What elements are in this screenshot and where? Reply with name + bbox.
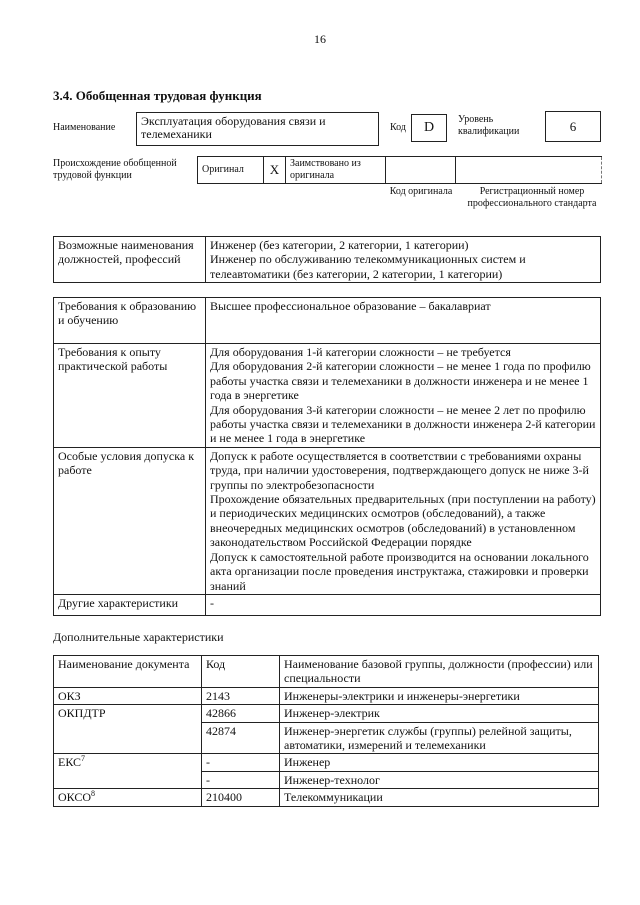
table-row: [54, 447, 601, 594]
doc-cell: [54, 754, 202, 789]
requirement-value: [206, 594, 601, 615]
borrowed-label: Заимствовано из оригинала: [286, 157, 386, 184]
original-code-caption: Код оригинала: [389, 186, 453, 197]
positions-label: Возможные наименования должностей, профессий: [54, 237, 206, 283]
table-row: [54, 344, 601, 448]
requirement-line: Допуск к самостоятельной работе производится на основании локального акта организации после проведения инструктажа, стажировки и проверки знаний: [210, 549, 589, 593]
origin-table: [197, 156, 602, 184]
name-cell: Инженер-технолог: [280, 771, 599, 788]
table-row: [54, 594, 601, 615]
code-cell: 210400: [202, 789, 280, 806]
position-line: Инженер по обслуживанию телекоммуникационных систем и телеавтоматики (без категории, 2 категории, 1 категории): [210, 252, 526, 281]
requirement-line: Для оборудования 3-й категории сложности – не менее 2 лет по профилю работы участка связи и телемеханики в должности инженера 2-й категории и не менее 1 года в энергетике: [210, 402, 596, 446]
requirement-line: Для оборудования 1-й категории сложности – не требуется: [210, 345, 511, 359]
doc-name: ОКСО: [58, 790, 92, 805]
name-cell: Телекоммуникации: [280, 789, 599, 806]
requirement-line: Для оборудования 2-й категории сложности – не менее 1 года по профилю работы участка связи и телемеханики в должности инженера и не менее 1 года в энергетике: [210, 359, 591, 403]
table-row: [54, 705, 599, 722]
name-cell: Инженер-энергетик службы (группы) релейной защиты, автоматики, измерений и телемеханики: [280, 722, 599, 754]
doc-cell: [54, 789, 202, 806]
name-label: Наименование: [53, 122, 116, 133]
function-name-value: Эксплуатация оборудования связи и телемеханики: [136, 112, 379, 146]
footnote-mark: 7: [81, 754, 86, 764]
requirement-line: -: [210, 595, 214, 610]
position-line: Инженер (без категории, 2 категории, 1 категории): [210, 238, 469, 252]
col-header-code: Код: [202, 656, 280, 688]
name-cell: Инженер: [280, 754, 599, 771]
extra-title: Дополнительные характеристики: [53, 630, 224, 644]
name-cell: Инженер-электрик: [280, 705, 599, 722]
registration-number-cell: [456, 157, 602, 184]
requirement-label: Другие характеристики: [54, 594, 206, 615]
requirement-value: [206, 447, 601, 594]
requirement-value: [206, 298, 601, 344]
requirement-label: Особые условия допуска к работе: [54, 447, 206, 594]
requirements-table: [53, 297, 601, 616]
positions-values: [206, 237, 601, 283]
page-number: 16: [314, 32, 326, 46]
code-cell: -: [202, 754, 280, 771]
table-row: [54, 298, 601, 344]
footnote-mark: 8: [91, 789, 96, 799]
table-header-row: [54, 656, 599, 688]
qualification-level-label: Уровень квалификации: [458, 114, 520, 137]
code-cell: 42874: [202, 722, 280, 754]
code-cell: 2143: [202, 687, 280, 704]
code-cell: -: [202, 771, 280, 788]
requirement-value: [206, 344, 601, 448]
requirement-label: Требования к образованию и обучению: [54, 298, 206, 344]
code-label: Код: [390, 122, 406, 133]
original-code-cell: [386, 157, 456, 184]
classifiers-table: [53, 655, 599, 807]
table-row: [54, 754, 599, 771]
code-cell: 42866: [202, 705, 280, 722]
requirement-label: Требования к опыту практической работы: [54, 344, 206, 448]
doc-cell: ОКЗ: [54, 687, 202, 704]
qualification-level-value: 6: [545, 111, 601, 142]
col-header-document: Наименование документа: [54, 656, 202, 688]
section-title: 3.4. Обобщенная трудовая функция: [53, 88, 262, 103]
doc-name: ЕКС: [58, 755, 82, 770]
requirement-line: Прохождение обязательных предварительных (при поступлении на работу) и периодических медицинских осмотров (обследований), а также внеочередных медицинских осмотров (обследований) в установленном законодательством Российской Федерации порядке: [210, 492, 596, 550]
positions-table: [53, 236, 601, 283]
requirement-line: Допуск к работе осуществляется в соответствии с требованиями охраны труда, при наличии удостоверения, подтверждающего допуск не ниже 3-й группы по электробезопасности: [210, 448, 589, 492]
table-row: [54, 789, 599, 806]
original-label: Оригинал: [198, 157, 264, 184]
name-cell: Инженеры-электрики и инженеры-энергетики: [280, 687, 599, 704]
origin-label: Происхождение обобщенной трудовой функции: [53, 158, 177, 181]
requirement-line: Высшее профессиональное образование – бакалавриат: [210, 299, 491, 313]
table-row: [54, 687, 599, 704]
function-code-value: D: [411, 114, 447, 142]
original-mark: X: [264, 157, 286, 184]
doc-cell: ОКПДТР: [54, 705, 202, 754]
registration-number-caption: Регистрационный номер профессионального стандарта: [467, 186, 597, 209]
col-header-name: Наименование базовой группы, должности (профессии) или специальности: [280, 656, 599, 688]
